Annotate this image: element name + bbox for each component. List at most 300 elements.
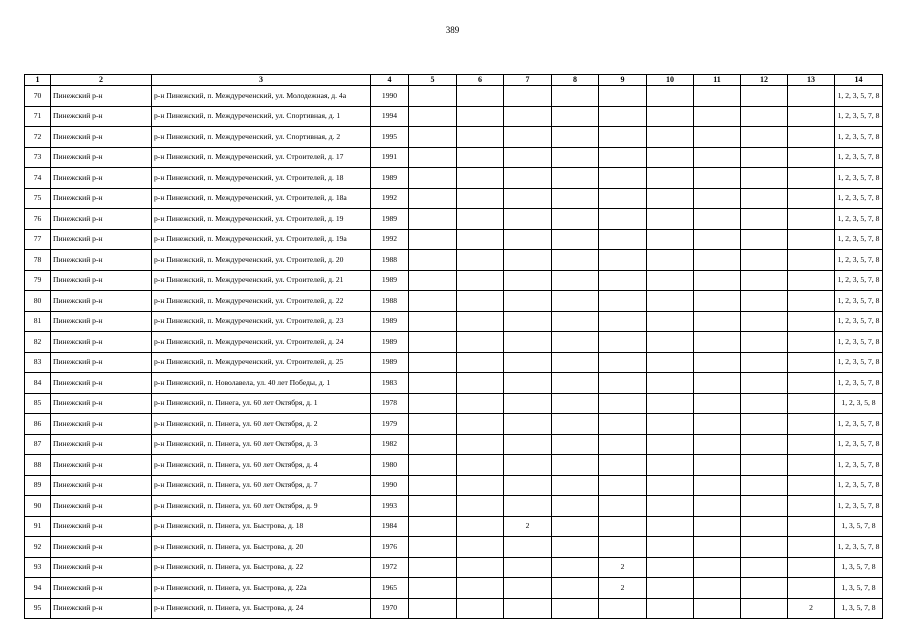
col-7-cell (504, 270, 552, 291)
col-11-cell (694, 414, 741, 435)
codes-cell: 1, 2, 3, 5, 7, 8 (835, 352, 883, 373)
col-10-cell (647, 352, 694, 373)
codes-cell: 1, 2, 3, 5, 7, 8 (835, 455, 883, 476)
district-cell: Пинежский р-н (51, 434, 152, 455)
year-cell: 1990 (371, 475, 409, 496)
district-cell: Пинежский р-н (51, 455, 152, 476)
year-cell: 1995 (371, 127, 409, 148)
col-9-cell: 2 (599, 557, 647, 578)
col-7-cell (504, 393, 552, 414)
col-13-cell (788, 311, 835, 332)
col-12-cell (741, 455, 788, 476)
address-cell: р-н Пинежский, п. Пинега, ул. Быстрова, д. 20 (152, 537, 371, 558)
district-cell: Пинежский р-н (51, 598, 152, 619)
col-7-cell (504, 578, 552, 599)
col-9-cell (599, 537, 647, 558)
col-6-cell (457, 168, 504, 189)
table-row (25, 291, 883, 312)
col-13-cell (788, 291, 835, 312)
col-11-cell (694, 147, 741, 168)
col-7-cell (504, 86, 552, 107)
table-row (25, 578, 883, 599)
address-cell: р-н Пинежский, п. Междуреченский, ул. Спортивная, д. 1 (152, 106, 371, 127)
row-number-cell: 93 (25, 557, 51, 578)
column-header-9: 9 (599, 75, 647, 86)
col-8-cell (552, 352, 599, 373)
col-12-cell (741, 393, 788, 414)
address-cell: р-н Пинежский, п. Междуреченский, ул. Строителей, д. 19а (152, 229, 371, 250)
col-9-cell (599, 475, 647, 496)
column-header-8: 8 (552, 75, 599, 86)
col-13-cell (788, 168, 835, 189)
col-8-cell (552, 291, 599, 312)
codes-cell: 1, 2, 3, 5, 7, 8 (835, 496, 883, 517)
col-7-cell (504, 434, 552, 455)
col-13-cell: 2 (788, 598, 835, 619)
col-9-cell (599, 229, 647, 250)
district-cell: Пинежский р-н (51, 475, 152, 496)
row-number-cell: 85 (25, 393, 51, 414)
col-9-cell (599, 434, 647, 455)
year-cell: 1992 (371, 188, 409, 209)
col-12-cell (741, 516, 788, 537)
table-row (25, 127, 883, 148)
col-12-cell (741, 147, 788, 168)
col-12-cell (741, 332, 788, 353)
col-9-cell (599, 598, 647, 619)
row-number-cell: 81 (25, 311, 51, 332)
year-cell: 1992 (371, 229, 409, 250)
col-7-cell (504, 332, 552, 353)
col-9-cell (599, 291, 647, 312)
col-13-cell (788, 270, 835, 291)
col-7-cell (504, 127, 552, 148)
address-cell: р-н Пинежский, п. Пинега, ул. 60 лет Октября, д. 3 (152, 434, 371, 455)
col-10-cell (647, 127, 694, 148)
address-cell: р-н Пинежский, п. Междуреченский, ул. Строителей, д. 18 (152, 168, 371, 189)
address-cell: р-н Пинежский, п. Междуреченский, ул. Молодежная, д. 4а (152, 86, 371, 107)
district-cell: Пинежский р-н (51, 168, 152, 189)
col-13-cell (788, 352, 835, 373)
codes-cell: 1, 2, 3, 5, 7, 8 (835, 209, 883, 230)
col-5-cell (409, 414, 457, 435)
col-11-cell (694, 352, 741, 373)
col-5-cell (409, 86, 457, 107)
col-6-cell (457, 373, 504, 394)
col-7-cell (504, 475, 552, 496)
col-13-cell (788, 188, 835, 209)
row-number-cell: 84 (25, 373, 51, 394)
col-8-cell (552, 496, 599, 517)
column-header-13: 13 (788, 75, 835, 86)
col-6-cell (457, 311, 504, 332)
col-13-cell (788, 516, 835, 537)
table-row (25, 250, 883, 271)
col-6-cell (457, 455, 504, 476)
col-10-cell (647, 475, 694, 496)
table-row (25, 537, 883, 558)
col-13-cell (788, 475, 835, 496)
col-7-cell (504, 188, 552, 209)
col-8-cell (552, 598, 599, 619)
col-9-cell (599, 106, 647, 127)
codes-cell: 1, 3, 5, 7, 8 (835, 598, 883, 619)
col-12-cell (741, 352, 788, 373)
col-9-cell (599, 168, 647, 189)
col-11-cell (694, 127, 741, 148)
column-header-11: 11 (694, 75, 741, 86)
col-11-cell (694, 598, 741, 619)
col-11-cell (694, 455, 741, 476)
address-cell: р-н Пинежский, п. Междуреченский, ул. Строителей, д. 23 (152, 311, 371, 332)
col-10-cell (647, 537, 694, 558)
codes-cell: 1, 2, 3, 5, 7, 8 (835, 106, 883, 127)
col-12-cell (741, 209, 788, 230)
year-cell: 1970 (371, 598, 409, 619)
row-number-cell: 86 (25, 414, 51, 435)
col-8-cell (552, 475, 599, 496)
year-cell: 1989 (371, 352, 409, 373)
col-9-cell (599, 455, 647, 476)
table-row (25, 414, 883, 435)
col-12-cell (741, 496, 788, 517)
column-header-10: 10 (647, 75, 694, 86)
district-cell: Пинежский р-н (51, 578, 152, 599)
row-number-cell: 83 (25, 352, 51, 373)
col-9-cell (599, 127, 647, 148)
col-13-cell (788, 537, 835, 558)
col-8-cell (552, 557, 599, 578)
col-8-cell (552, 373, 599, 394)
district-cell: Пинежский р-н (51, 291, 152, 312)
column-header-7: 7 (504, 75, 552, 86)
col-10-cell (647, 516, 694, 537)
district-cell: Пинежский р-н (51, 516, 152, 537)
row-number-cell: 89 (25, 475, 51, 496)
table-row (25, 229, 883, 250)
row-number-cell: 75 (25, 188, 51, 209)
col-5-cell (409, 311, 457, 332)
district-cell: Пинежский р-н (51, 250, 152, 271)
col-10-cell (647, 188, 694, 209)
district-cell: Пинежский р-н (51, 86, 152, 107)
year-cell: 1989 (371, 270, 409, 291)
col-11-cell (694, 557, 741, 578)
col-12-cell (741, 270, 788, 291)
col-13-cell (788, 229, 835, 250)
col-12-cell (741, 106, 788, 127)
col-9-cell (599, 414, 647, 435)
col-12-cell (741, 475, 788, 496)
col-5-cell (409, 188, 457, 209)
table-row (25, 86, 883, 107)
col-8-cell (552, 537, 599, 558)
address-cell: р-н Пинежский, п. Пинега, ул. Быстрова, д. 22 (152, 557, 371, 578)
district-cell: Пинежский р-н (51, 352, 152, 373)
col-11-cell (694, 188, 741, 209)
col-13-cell (788, 209, 835, 230)
col-9-cell (599, 86, 647, 107)
year-cell: 1976 (371, 537, 409, 558)
col-6-cell (457, 106, 504, 127)
col-10-cell (647, 557, 694, 578)
col-8-cell (552, 209, 599, 230)
column-header-1: 1 (25, 75, 51, 86)
table-row (25, 393, 883, 414)
col-7-cell (504, 229, 552, 250)
col-7-cell (504, 209, 552, 230)
row-number-cell: 88 (25, 455, 51, 476)
col-6-cell (457, 414, 504, 435)
col-11-cell (694, 332, 741, 353)
row-number-cell: 79 (25, 270, 51, 291)
col-9-cell (599, 373, 647, 394)
row-number-cell: 94 (25, 578, 51, 599)
col-8-cell (552, 250, 599, 271)
col-10-cell (647, 332, 694, 353)
row-number-cell: 87 (25, 434, 51, 455)
column-header-3: 3 (152, 75, 371, 86)
col-5-cell (409, 496, 457, 517)
address-cell: р-н Пинежский, п. Междуреченский, ул. Строителей, д. 24 (152, 332, 371, 353)
col-10-cell (647, 270, 694, 291)
col-5-cell (409, 147, 457, 168)
row-number-cell: 70 (25, 86, 51, 107)
col-10-cell (647, 414, 694, 435)
codes-cell: 1, 2, 3, 5, 7, 8 (835, 86, 883, 107)
col-8-cell (552, 393, 599, 414)
col-7-cell (504, 496, 552, 517)
col-6-cell (457, 578, 504, 599)
col-7-cell (504, 291, 552, 312)
col-5-cell (409, 537, 457, 558)
table-row (25, 434, 883, 455)
col-8-cell (552, 229, 599, 250)
col-10-cell (647, 373, 694, 394)
district-cell: Пинежский р-н (51, 332, 152, 353)
col-12-cell (741, 86, 788, 107)
col-6-cell (457, 188, 504, 209)
col-7-cell (504, 147, 552, 168)
address-cell: р-н Пинежский, п. Междуреченский, ул. Строителей, д. 21 (152, 270, 371, 291)
table-row (25, 496, 883, 517)
col-11-cell (694, 229, 741, 250)
address-cell: р-н Пинежский, п. Междуреченский, ул. Строителей, д. 25 (152, 352, 371, 373)
year-cell: 1989 (371, 168, 409, 189)
col-9-cell (599, 250, 647, 271)
col-11-cell (694, 168, 741, 189)
table-row (25, 147, 883, 168)
col-13-cell (788, 127, 835, 148)
district-cell: Пинежский р-н (51, 373, 152, 394)
address-cell: р-н Пинежский, п. Междуреченский, ул. Строителей, д. 18а (152, 188, 371, 209)
col-8-cell (552, 127, 599, 148)
col-7-cell (504, 598, 552, 619)
year-cell: 1988 (371, 291, 409, 312)
col-5-cell (409, 106, 457, 127)
col-8-cell (552, 86, 599, 107)
col-12-cell (741, 291, 788, 312)
col-8-cell (552, 147, 599, 168)
col-12-cell (741, 434, 788, 455)
col-5-cell (409, 168, 457, 189)
col-10-cell (647, 455, 694, 476)
col-9-cell (599, 188, 647, 209)
table-row (25, 209, 883, 230)
col-13-cell (788, 496, 835, 517)
col-6-cell (457, 147, 504, 168)
col-7-cell (504, 373, 552, 394)
table-row (25, 311, 883, 332)
table-row (25, 598, 883, 619)
row-number-cell: 76 (25, 209, 51, 230)
row-number-cell: 90 (25, 496, 51, 517)
district-cell: Пинежский р-н (51, 270, 152, 291)
address-cell: р-н Пинежский, п. Пинега, ул. 60 лет Октября, д. 9 (152, 496, 371, 517)
col-8-cell (552, 188, 599, 209)
col-13-cell (788, 557, 835, 578)
col-8-cell (552, 578, 599, 599)
col-7-cell (504, 311, 552, 332)
col-5-cell (409, 291, 457, 312)
col-11-cell (694, 578, 741, 599)
year-cell: 1965 (371, 578, 409, 599)
col-13-cell (788, 106, 835, 127)
col-12-cell (741, 188, 788, 209)
district-cell: Пинежский р-н (51, 393, 152, 414)
codes-cell: 1, 2, 3, 5, 7, 8 (835, 127, 883, 148)
col-13-cell (788, 434, 835, 455)
col-11-cell (694, 291, 741, 312)
col-12-cell (741, 168, 788, 189)
district-cell: Пинежский р-н (51, 537, 152, 558)
row-number-cell: 92 (25, 537, 51, 558)
year-cell: 1989 (371, 332, 409, 353)
col-13-cell (788, 86, 835, 107)
col-12-cell (741, 414, 788, 435)
row-number-cell: 73 (25, 147, 51, 168)
row-number-cell: 82 (25, 332, 51, 353)
year-cell: 1990 (371, 86, 409, 107)
col-7-cell (504, 557, 552, 578)
column-header-2: 2 (51, 75, 152, 86)
col-7-cell (504, 537, 552, 558)
district-cell: Пинежский р-н (51, 127, 152, 148)
row-number-cell: 80 (25, 291, 51, 312)
year-cell: 1982 (371, 434, 409, 455)
col-11-cell (694, 537, 741, 558)
codes-cell: 1, 2, 3, 5, 7, 8 (835, 332, 883, 353)
row-number-cell: 95 (25, 598, 51, 619)
codes-cell: 1, 2, 3, 5, 7, 8 (835, 188, 883, 209)
codes-cell: 1, 3, 5, 7, 8 (835, 578, 883, 599)
col-11-cell (694, 311, 741, 332)
address-cell: р-н Пинежский, п. Пинега, ул. Быстрова, д. 18 (152, 516, 371, 537)
col-6-cell (457, 475, 504, 496)
col-10-cell (647, 291, 694, 312)
col-5-cell (409, 229, 457, 250)
year-cell: 1983 (371, 373, 409, 394)
page-number: 389 (445, 25, 460, 35)
col-7-cell (504, 106, 552, 127)
col-6-cell (457, 291, 504, 312)
district-cell: Пинежский р-н (51, 414, 152, 435)
district-cell: Пинежский р-н (51, 147, 152, 168)
col-6-cell (457, 332, 504, 353)
table-row (25, 475, 883, 496)
col-10-cell (647, 168, 694, 189)
col-11-cell (694, 106, 741, 127)
col-10-cell (647, 311, 694, 332)
codes-cell: 1, 2, 3, 5, 7, 8 (835, 537, 883, 558)
address-cell: р-н Пинежский, п. Междуреченский, ул. Строителей, д. 20 (152, 250, 371, 271)
col-8-cell (552, 270, 599, 291)
col-9-cell (599, 496, 647, 517)
col-10-cell (647, 598, 694, 619)
col-5-cell (409, 455, 457, 476)
col-6-cell (457, 250, 504, 271)
col-10-cell (647, 496, 694, 517)
year-cell: 1980 (371, 455, 409, 476)
col-9-cell (599, 352, 647, 373)
col-5-cell (409, 209, 457, 230)
district-cell: Пинежский р-н (51, 229, 152, 250)
col-13-cell (788, 578, 835, 599)
col-5-cell (409, 352, 457, 373)
col-9-cell (599, 393, 647, 414)
col-10-cell (647, 209, 694, 230)
col-11-cell (694, 475, 741, 496)
codes-cell: 1, 2, 3, 5, 7, 8 (835, 414, 883, 435)
year-cell: 1972 (371, 557, 409, 578)
col-12-cell (741, 127, 788, 148)
district-cell: Пинежский р-н (51, 496, 152, 517)
col-5-cell (409, 393, 457, 414)
table-row (25, 352, 883, 373)
year-cell: 1989 (371, 209, 409, 230)
address-cell: р-н Пинежский, п. Пинега, ул. 60 лет Октября, д. 1 (152, 393, 371, 414)
table-row (25, 188, 883, 209)
col-6-cell (457, 496, 504, 517)
col-8-cell (552, 168, 599, 189)
col-9-cell (599, 209, 647, 230)
col-11-cell (694, 209, 741, 230)
year-cell: 1988 (371, 250, 409, 271)
col-12-cell (741, 557, 788, 578)
col-7-cell (504, 352, 552, 373)
codes-cell: 1, 2, 3, 5, 7, 8 (835, 147, 883, 168)
col-12-cell (741, 311, 788, 332)
col-8-cell (552, 414, 599, 435)
col-13-cell (788, 414, 835, 435)
col-6-cell (457, 229, 504, 250)
col-5-cell (409, 598, 457, 619)
col-11-cell (694, 434, 741, 455)
col-6-cell (457, 270, 504, 291)
col-7-cell (504, 414, 552, 435)
col-8-cell (552, 106, 599, 127)
codes-cell: 1, 3, 5, 7, 8 (835, 557, 883, 578)
codes-cell: 1, 2, 3, 5, 7, 8 (835, 229, 883, 250)
col-6-cell (457, 434, 504, 455)
col-13-cell (788, 393, 835, 414)
col-5-cell (409, 250, 457, 271)
address-cell: р-н Пинежский, п. Пинега, ул. 60 лет Октября, д. 2 (152, 414, 371, 435)
housing-register-table (24, 74, 883, 619)
col-11-cell (694, 86, 741, 107)
col-12-cell (741, 537, 788, 558)
col-6-cell (457, 516, 504, 537)
